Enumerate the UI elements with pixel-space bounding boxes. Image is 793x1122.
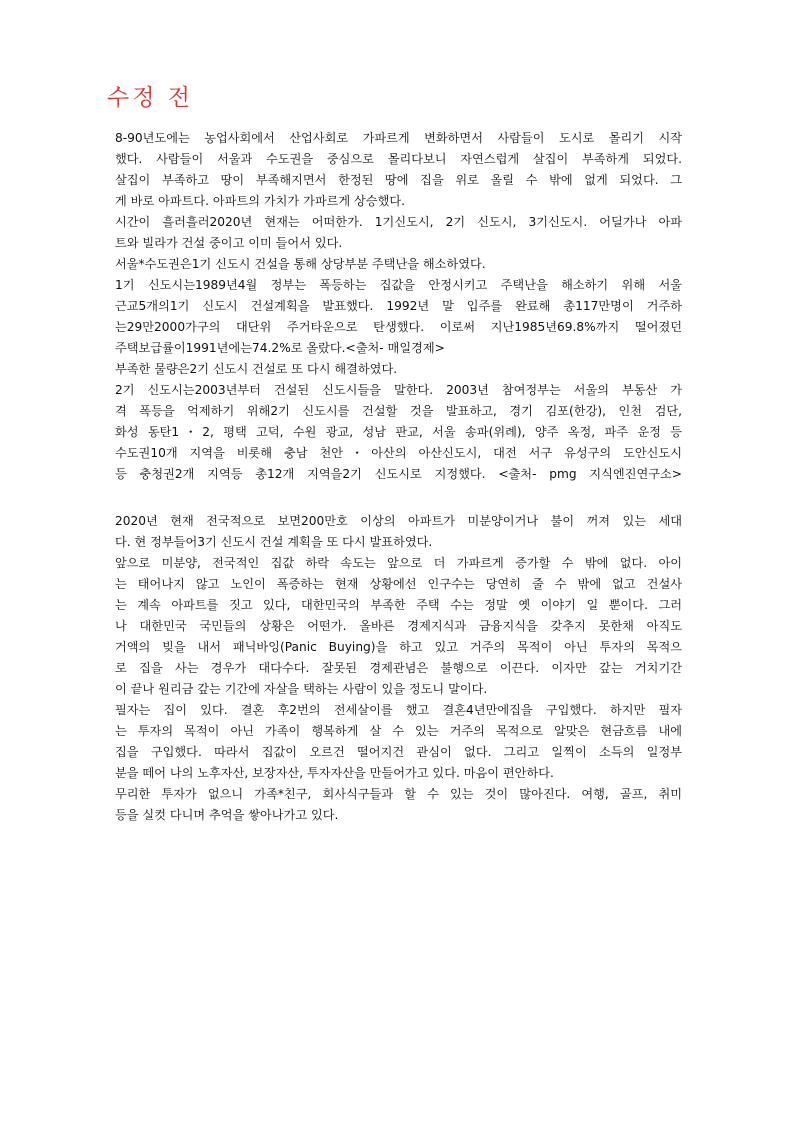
text-line: 무리한 투자가 없으니 가족*친구, 회사식구들과 할 수 있는 것이 많아진다. 여행, 골프, 취미 xyxy=(115,787,682,801)
text-line: 는29만2000가구의 대단위 주거타운으로 탄생했다. 이로써 지난1985년69.8%까지 떨어졌던 xyxy=(115,320,682,334)
text-line: 다. 현 정부들어3기 신도시 건설 계획을 또 다시 발표하였다. xyxy=(115,535,433,549)
text-line: 주택보급률이1991년에는74.2%로 올랐다.<출처- 매일경제> xyxy=(115,341,445,355)
text-line: 부족한 물량은2기 신도시 건설로 또 다시 해결하였다. xyxy=(115,362,398,376)
text-line: 수도권10개 지역을 비롯해 충남 천안・아산의 아산신도시, 대전 서구 유성구의 도안신도시 xyxy=(115,446,682,460)
text-line: 2020년 현재 전국적으로 보면200만호 이상의 아파트가 미분양이거나 불이 꺼져 있는 세대 xyxy=(115,514,682,528)
text-line: 는 계속 아파트를 짓고 있다, 대한민국의 부족한 주택 수는 정말 옛 이야기 일 뿐이다. 그러 xyxy=(115,598,682,612)
text-line: 8-90년도에는 농업사회에서 산업사회로 가파르게 변화하면서 사람들이 도시로 몰리기 시작 xyxy=(115,131,682,145)
text-line: 는 투자의 목적이 아닌 가족이 행복하게 살 수 있는 거주의 목적으로 알맞은 현금흐름 내에 xyxy=(115,724,682,738)
text-line: 서울*수도권은1기 신도시 건설을 통해 상당부분 주택난을 해소하였다. xyxy=(115,257,486,271)
text-line: 집을 구입했다. 따라서 집값이 오르건 떨어지건 관심이 없다. 그리고 일찍이 소득의 일정부 xyxy=(115,745,682,759)
text-line: 살집이 부족하고 땅이 부족해지면서 한정된 땅에 집을 위로 올릴 수 밖에 없게 되었다. 그 xyxy=(115,173,682,187)
text-line: 게 바로 아파트다. 아파트의 가치가 가파르게 상승했다. xyxy=(115,194,406,208)
text-line: 했다. 사람들이 서울과 수도권을 중심으로 몰리다보니 자연스럽게 살집이 부족하게 되었다. xyxy=(115,152,682,166)
text-line: 2기 신도시는2003년부터 건설된 신도시들을 말한다. 2003년 참여정부는 서울의 부동산 가 xyxy=(115,383,682,397)
text-line: 시간이 흘러흘러2020년 현재는 어떠한가. 1기신도시, 2기 신도시, 3기신도시. 어딜가나 아파 xyxy=(115,215,682,229)
text-line: 나 대한민국 국민들의 상황은 어떤가. 올바른 경제지식과 금융지식을 갖추지 못한채 아직도 xyxy=(115,619,682,633)
text-line: 는 태어나지 않고 노인이 폭증하는 현재 상황에선 인구수는 당연히 줄 수 밖에 없고 건설사 xyxy=(115,577,682,591)
page-title: 수정 전 xyxy=(107,85,193,111)
text-line: 필자는 집이 있다. 결혼 후2번의 전세살이를 했고 결혼4년만에집을 구입했다. 하지만 필자 xyxy=(115,703,682,717)
text-line: 거액의 빚을 내서 패닉바잉(Panic Buying)을 하고 있고 거주의 목적이 아닌 투자의 목적으 xyxy=(115,640,682,654)
text-line: 근교5개의1기 신도시 건설계획을 발표했다. 1992년 말 입주를 완료해 총117만명이 거주하 xyxy=(115,299,682,313)
text-line: 이 끝나 원리금 갚는 기간에 자살을 택하는 사람이 있을 정도니 말이다. xyxy=(115,682,488,696)
text-line: 격 폭등을 억제하기 위해2기 신도시를 건설할 것을 발표하고, 경기 김포(한강), 인천 검단, xyxy=(115,404,682,418)
text-line: 분을 떼어 나의 노후자산, 보장자산, 투자자산을 만들어가고 있다. 마음이 편안하다. xyxy=(115,766,554,780)
text-line: 1기 신도시는1989년4월 정부는 폭등하는 집값을 안정시키고 주택난을 해소하기 위해 서울 xyxy=(115,278,682,292)
text-line: 등 충청권2개 지역등 총12개 지역을2기 신도시로 지정했다. <출처- pmg 지식엔진연구소> xyxy=(115,467,682,481)
text-line: 트와 빌라가 건설 중이고 이미 들어서 있다. xyxy=(115,236,343,250)
text-line: 앞으로 미분양, 전국적인 집값 하락 속도는 앞으로 더 가파르게 증가할 수 밖에 없다. 아이 xyxy=(115,556,682,570)
text-line: 로 집을 사는 경우가 대다수다. 잘못된 경제관념은 불행으로 이끈다. 이자만 갚는 거치기간 xyxy=(115,661,682,675)
text-line: 등을 실컷 다니며 추억을 쌓아나가고 있다. xyxy=(115,808,339,822)
text-line: 화성 동탄1・2, 평택 고덕, 수원 광교, 성남 판교, 서울 송파(위례), 양주 옥정, 파주 운정 등 xyxy=(115,425,682,439)
